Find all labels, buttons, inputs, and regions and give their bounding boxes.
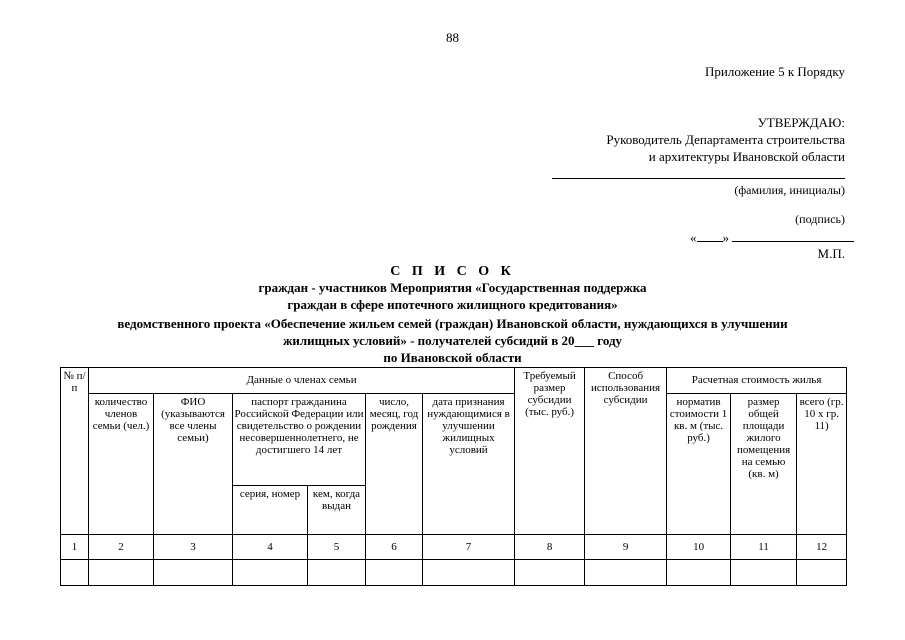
col-number: 3: [154, 534, 233, 560]
table-cell: [89, 560, 154, 586]
title-line1: граждан - участников Мероприятия «Государственная поддержка: [258, 280, 647, 295]
name-signature-line: [552, 178, 845, 179]
table-cell: [585, 560, 667, 586]
page-number: 88: [446, 30, 459, 45]
title-line5: по Ивановской области: [383, 350, 522, 365]
table-cell: [233, 560, 308, 586]
table-cell: [797, 560, 847, 586]
col-number: 10: [667, 534, 731, 560]
norm-cost-header: норматив стоимости 1 кв. м (тыс. руб.): [667, 393, 731, 534]
required-subsidy-header: Требуемый размер субсидии (тыс. руб.): [515, 368, 585, 535]
table-cell: [667, 560, 731, 586]
approve-heading: УТВЕРЖДАЮ:: [757, 115, 845, 130]
issued-by-header: кем, когда выдан: [308, 485, 366, 534]
housing-cost-header: Расчетная стоимость жилья: [667, 368, 847, 394]
area-header: размер общей площади жилого помещения на семью (кв. м): [731, 393, 797, 534]
appendix-label: Приложение 5 к Порядку: [705, 64, 845, 79]
fio-header: ФИО (указываются все члены семьи): [154, 393, 233, 534]
table-cell: [731, 560, 797, 586]
approver-position-line1: Руководитель Департамента строительства: [606, 132, 845, 147]
col-number: 4: [233, 534, 308, 560]
total-header: всего (гр. 10 x гр. 11): [797, 393, 847, 534]
table-cell: [366, 560, 423, 586]
col-number: 6: [366, 534, 423, 560]
name-caption: (фамилия, инициалы): [734, 183, 845, 197]
usage-method-header: Способ использования субсидии: [585, 368, 667, 535]
recognition-date-header: дата признания нуждающимися в улучшении жилищных условий: [423, 393, 515, 534]
col-number: 8: [515, 534, 585, 560]
table-cell: [308, 560, 366, 586]
birth-date-header: число, месяц, год рождения: [366, 393, 423, 534]
approver-position-line2: и архитектуры Ивановской области: [648, 149, 845, 164]
table-row: [61, 560, 847, 586]
table-cell: [154, 560, 233, 586]
table-cell: [515, 560, 585, 586]
date-open-quote: «: [690, 230, 697, 245]
date-close-quote: »: [722, 230, 729, 245]
family-data-header: Данные о членах семьи: [89, 368, 515, 394]
table-cell: [61, 560, 89, 586]
stamp-label: М.П.: [817, 246, 845, 261]
title-line3: ведомственного проекта «Обеспечение жильем семей (граждан) Ивановской области, нуждающихся в улучшении: [117, 316, 788, 331]
family-count-header: количество членов семьи (чел.): [89, 393, 154, 534]
column-number-row: [61, 534, 847, 560]
col-number: 7: [423, 534, 515, 560]
table-cell: [423, 560, 515, 586]
col-number: 12: [797, 534, 847, 560]
col-number: 5: [308, 534, 366, 560]
series-number-header: серия, номер: [233, 485, 308, 534]
document-title: С П И С О К: [390, 264, 515, 279]
day-blank: [697, 230, 723, 242]
col-number: 11: [731, 534, 797, 560]
col-number: 1: [61, 534, 89, 560]
month-year-blank: [732, 230, 854, 242]
col-number: 9: [585, 534, 667, 560]
col-num-header: № п/п: [61, 368, 89, 535]
recipients-table: [60, 367, 847, 586]
date-line: [690, 230, 854, 246]
title-line4: жилищных условий» - получателей субсидий в 20___ году: [282, 333, 623, 348]
col-number: 2: [89, 534, 154, 560]
passport-header: паспорт гражданина Российской Федерации или свидетельство о рождении несовершеннолетнего, не достигшего 14 лет: [233, 393, 366, 485]
signature-caption: (подпись): [795, 212, 845, 226]
title-line2: граждан в сфере ипотечного жилищного кредитования»: [287, 297, 618, 312]
